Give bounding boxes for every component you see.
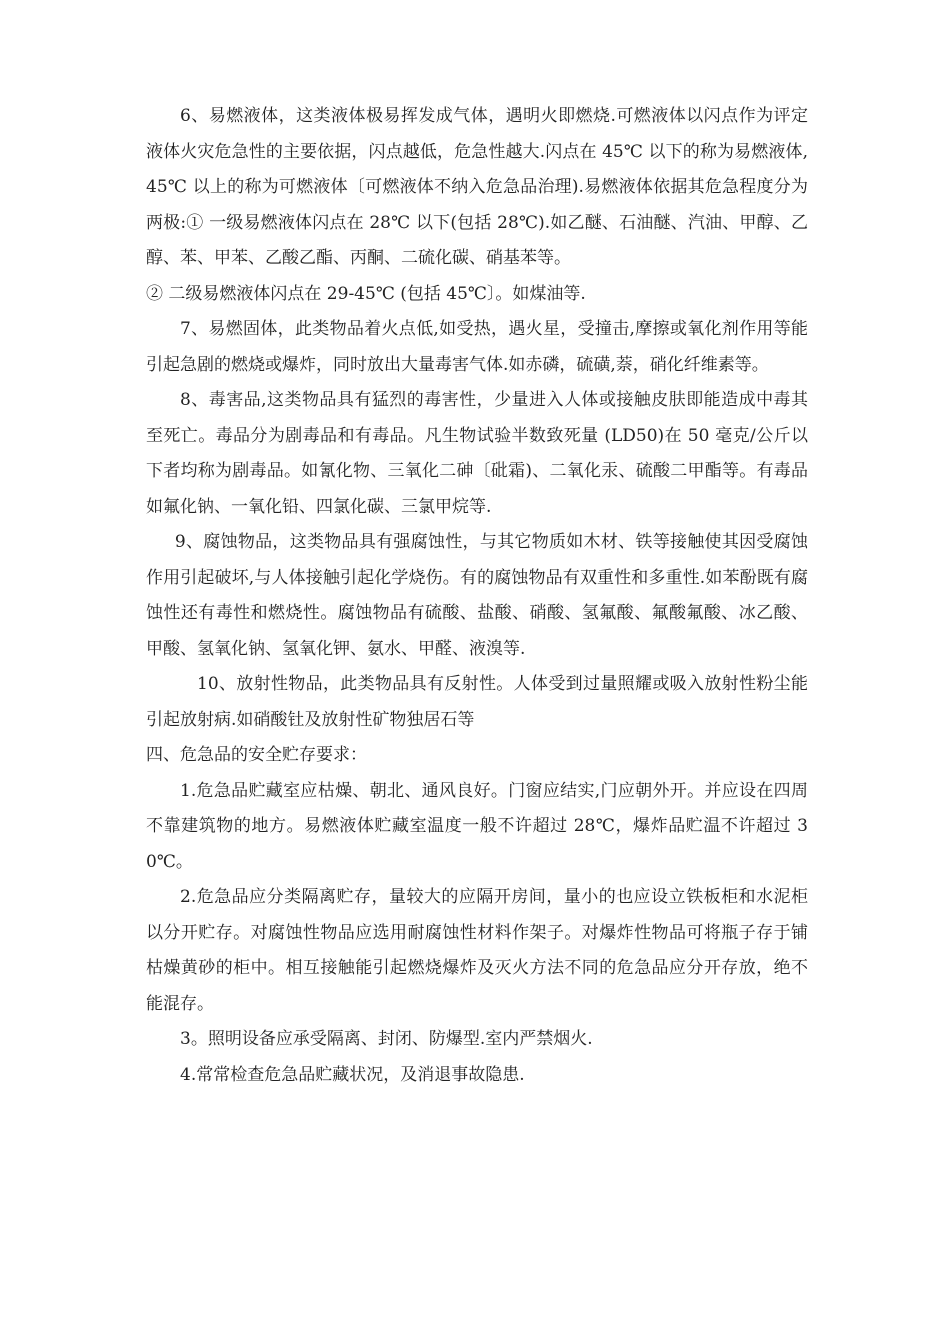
paragraph-storage-rule-4: 4.常常检查危急品贮藏状况，及消退事故隐患. (180, 1064, 525, 1085)
section-heading-storage-requirements: 四、危急品的安全贮存要求： (146, 745, 367, 765)
paragraph-flammable-liquids: 6、易燃液体，这类液体极易挥发成气体，遇明火即燃烧.可燃液体以闪点作为评定液体火灾危急性的主要依据，闪点越低，危急性越大.闪点在 45℃ 以下的称为易燃液体,45℃ 以上的称为可燃液体〔可燃液体不纳入危急品治理).易燃液体依据其危急程度分为两极:① 一级易燃液体闪点在 28℃ 以下(包括 28℃).如乙醚、石油醚、汽油、甲醇、乙醇、苯、甲苯、乙酸乙酯、丙酮、二硫化碳、硝基苯等。 (146, 106, 808, 268)
paragraph-second-class-liquids: ② 二级易燃液体闪点在 29-45℃ (包括 45℃〕。如煤油等. (146, 283, 586, 304)
paragraph-storage-rule-1: 1.危急品贮藏室应枯燥、朝北、通风良好。门窗应结实,门应朝外开。并应设在四周不靠建筑物的地方。易燃液体贮藏室温度一般不许超过 28℃，爆炸品贮温不许超过 30℃。 (146, 780, 808, 872)
paragraph-radioactive-substances: 10、放射性物品，此类物品具有反射性。人体受到过量照耀或吸入放射性粉尘能引起放射病.如硝酸钍及放射性矿物独居石等 (146, 674, 808, 730)
paragraph-flammable-solids: 7、易燃固体，此类物品着火点低,如受热，遇火星，受撞击,摩擦或氧化剂作用等能引起急剧的燃烧或爆炸，同时放出大量毒害气体.如赤磷，硫磺,萘，硝化纤维素等。 (146, 319, 808, 375)
paragraph-corrosive-substances: 9、腐蚀物品，这类物品具有强腐蚀性，与其它物质如木材、铁等接触使其因受腐蚀作用引起破坏,与人体接触引起化学烧伤。有的腐蚀物品有双重性和多重性.如苯酚既有腐蚀性还有毒性和燃烧性。腐蚀物品有硫酸、盐酸、硝酸、氢氟酸、氟酸氟酸、冰乙酸、甲酸、氢氧化钠、氢氧化钾、氨水、甲醛、液溴等. (146, 532, 808, 659)
paragraph-toxic-substances: 8、毒害品,这类物品具有猛烈的毒害性，少量进入人体或接触皮肤即能造成中毒其至死亡。毒品分为剧毒品和有毒品。凡生物试验半数致死量 (LD50)在 50 毫克/公斤以下者均称为剧毒品。如氰化物、三氧化二砷〔砒霜)、二氧化汞、硫酸二甲酯等。有毒品如氟化钠、一氧化铅、四氯化碳、三氯甲烷等. (146, 390, 808, 517)
document-page (146, 99, 808, 1093)
paragraph-storage-rule-2: 2.危急品应分类隔离贮存，量较大的应隔开房间，量小的也应设立铁板柜和水泥柜以分开贮存。对腐蚀性物品应选用耐腐蚀性材料作架子。对爆炸性物品可将瓶子存于铺枯燥黄砂的柜中。相互接触能引起燃烧爆炸及灭火方法不同的危急品应分开存放，绝不能混存。 (146, 887, 808, 1014)
paragraph-storage-rule-3: 3。照明设备应承受隔离、封闭、防爆型.室内严禁烟火. (180, 1029, 593, 1049)
